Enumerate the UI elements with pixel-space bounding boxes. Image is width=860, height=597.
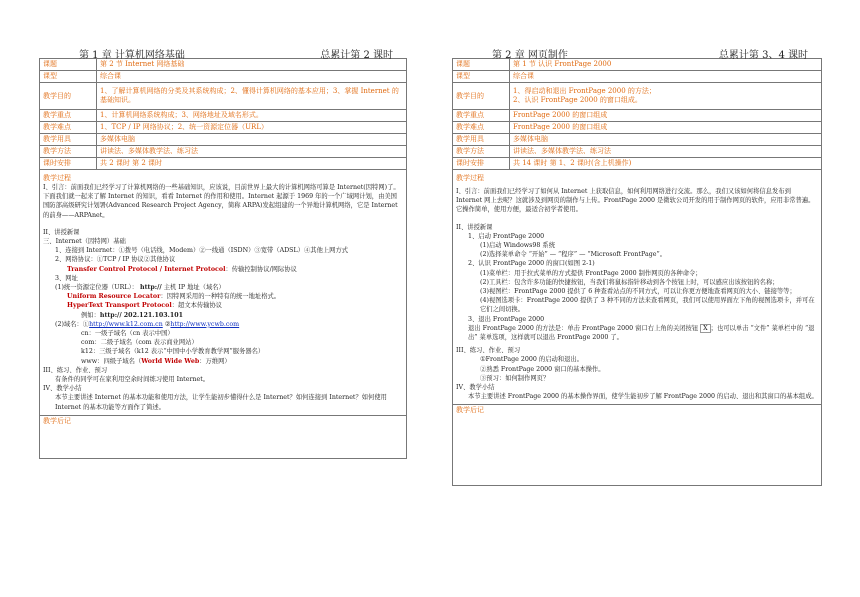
www-desc: ：万维网） bbox=[199, 357, 231, 365]
www-label: www：四级子域名（ bbox=[81, 357, 142, 365]
post-row bbox=[453, 405, 822, 486]
row-label: 教学难点 bbox=[453, 122, 510, 134]
summary-text: 本节主要讲述 FrontPage 2000 的基本操作界面，使学生能初步了解 FrontPage 2000 的启动、退出和其窗口的基本组成。 bbox=[468, 393, 818, 401]
section-heading: III、练习、作业、预习 bbox=[43, 366, 108, 374]
table-row bbox=[40, 83, 407, 110]
list-item: 2、网络协议：①TCP / IP 协议②其他协议 bbox=[55, 256, 176, 264]
list-item: (2)选择菜单命令 “开始” — “程序” — “Microsoft FrontPage”。 bbox=[480, 251, 666, 259]
post-notes: 教学后记 bbox=[40, 415, 407, 458]
row-value: 共 2 课时 第 2 课时 bbox=[97, 158, 407, 170]
row-value: 共 14 课时 第 1、2 课时(含上机操作) bbox=[510, 158, 822, 170]
section-heading: III、练习、作业、预习 bbox=[456, 347, 521, 355]
row-value: 讲读法、多媒体教学法、练习法 bbox=[97, 146, 407, 158]
list-item: ①FrontPage 2000 的启动和退出。 bbox=[480, 356, 583, 364]
domain-link-2[interactable]: http://www.ycwb.com bbox=[170, 320, 240, 328]
url-term-desc: ：因特网采用的一种特有的统一地址格式。 bbox=[160, 293, 281, 301]
row-label: 课时安排 bbox=[40, 158, 97, 170]
section-heading: IV、教学小结 bbox=[456, 384, 495, 392]
table-row bbox=[453, 83, 822, 110]
summary-text: 本节主要讲述 Internet 的基本功能和使用方法，让学生能初步懂得什么是 Internet？如何连接到 Internet？如何使用 Internet 的基本功能等方面作了简述。 bbox=[55, 394, 387, 411]
row-value: 多媒体电脑 bbox=[97, 134, 407, 146]
row-label: 课型 bbox=[40, 71, 97, 83]
row-value: FrontPage 2000 的窗口组成 bbox=[510, 122, 822, 134]
table-row bbox=[453, 146, 822, 158]
list-item: 2、认识 FrontPage 2000 的窗口(如图 2-1) bbox=[468, 260, 595, 268]
table-row bbox=[40, 110, 407, 122]
url-desc: 主机 IP 地址（域名） bbox=[163, 284, 225, 292]
table-row bbox=[40, 122, 407, 134]
list-item bbox=[43, 292, 403, 301]
row-label: 课题 bbox=[40, 59, 97, 71]
http-term: HyperText Transport Protocol bbox=[67, 302, 172, 310]
exit-text-2: ；也可以单击 “文件” 菜单栏中的 “退出” 菜单选项，这样就可以退出 FrontPage 2000 了。 bbox=[468, 324, 815, 342]
section-heading: II、讲授新课 bbox=[43, 228, 80, 236]
table-row bbox=[453, 134, 822, 146]
row-label: 教学用具 bbox=[453, 134, 510, 146]
row-value: 讲读法、多媒体教学法、练习法 bbox=[510, 146, 822, 158]
list-item: (1)菜单栏：用于拉式菜单的方式提供 FrontPage 2000 制作网页的各种命令； bbox=[480, 269, 702, 277]
right-header bbox=[452, 46, 822, 60]
row-label: 教学目的 bbox=[453, 83, 510, 110]
list-item: 1、启动 FrontPage 2000 bbox=[468, 232, 545, 240]
table-row bbox=[40, 134, 407, 146]
exit-text: 退出 FrontPage 2000 的方法是：单击 FrontPage 2000 窗口右上角的关闭按钮 bbox=[468, 324, 699, 332]
url-scheme: http:// bbox=[139, 284, 162, 292]
process-row bbox=[40, 170, 407, 416]
row-value: 综合课 bbox=[510, 71, 822, 83]
process-body bbox=[43, 183, 403, 412]
domain-sep: ② bbox=[164, 320, 171, 328]
process-body bbox=[456, 183, 818, 401]
lesson-table bbox=[39, 58, 407, 459]
list-item bbox=[43, 283, 403, 292]
row-value: FrontPage 2000 的窗口组成 bbox=[510, 110, 822, 122]
list-item: 有条件的同学可在家利用空余时间练习使用 Internet。 bbox=[55, 376, 210, 384]
list-item: (3)视图栏：FrontPage 2000 提供了 6 种查看站点的不同方式，可以让你更方便地查看网页的大小、链接等等； bbox=[480, 288, 796, 296]
post-row bbox=[40, 415, 407, 458]
list-item: cn：一级子域名（cn 表示中国） bbox=[81, 330, 174, 338]
url-label: (1)统一资源定位器（URL）： bbox=[55, 284, 138, 292]
row-label: 教学方法 bbox=[40, 146, 97, 158]
chapter-title: 第 2 章 网页制作 bbox=[492, 50, 568, 61]
section-heading: II、讲授新课 bbox=[456, 223, 493, 231]
left-page bbox=[39, 50, 407, 459]
list-item bbox=[43, 265, 403, 274]
list-item: 3、退出 FrontPage 2000 bbox=[468, 315, 545, 323]
protocol-desc: ：传输控制协议/网际协议 bbox=[225, 265, 297, 273]
row-value: 1、TCP / IP 网络协议；2、统一资源定位器（URL） bbox=[97, 122, 407, 134]
close-icon: X bbox=[700, 324, 710, 333]
www-term: World Wide Web bbox=[141, 357, 200, 365]
list-item: (2)工具栏：包含许多功能的快捷按钮，当我们将鼠标指针移动到各个按钮上时，可以感应出该按钮的名称； bbox=[480, 278, 779, 286]
row-label: 教学目的 bbox=[40, 83, 97, 110]
left-header bbox=[39, 46, 407, 60]
list-item bbox=[43, 311, 403, 320]
row-value: 综合课 bbox=[97, 71, 407, 83]
table-row bbox=[453, 71, 822, 83]
list-item: com：二级子域名（com 表示商业网站） bbox=[81, 339, 198, 347]
row-value: 1、得启动和退出 FrontPage 2000 的方法； 2、认识 FrontPage 2000 的窗口组成。 bbox=[510, 83, 822, 110]
row-label: 课时安排 bbox=[453, 158, 510, 170]
list-item: k12：三级子域名（k12 表示“中国中小学教育教学网”服务器名） bbox=[81, 348, 265, 356]
list-item bbox=[43, 357, 403, 366]
list-item bbox=[43, 301, 403, 310]
teaching-process bbox=[40, 170, 407, 416]
example-label: 例如： bbox=[81, 311, 100, 319]
table-row bbox=[40, 146, 407, 158]
list-item: (1)启动 Windows98 系统 bbox=[480, 242, 555, 250]
http-term-desc: ：超文本传输协议 bbox=[171, 302, 223, 310]
list-item bbox=[43, 320, 403, 329]
domain-link-1[interactable]: http://www.k12.com.cn bbox=[89, 320, 163, 328]
list-item: 1、连接到 Internet：①拨号（电话线，Modem）②一线通（ISDN）③宽带（ADSL）④其他上网方式 bbox=[55, 247, 349, 255]
example-url: http:// 202.121.103.101 bbox=[99, 311, 183, 319]
list-item: ③预习：如何制作网页？ bbox=[480, 374, 550, 382]
process-row bbox=[453, 170, 822, 405]
row-label: 教学用具 bbox=[40, 134, 97, 146]
section-heading: 三、Internet（因特网）基础 bbox=[43, 238, 126, 246]
row-label: 教学重点 bbox=[40, 110, 97, 122]
table-row bbox=[453, 122, 822, 134]
lesson-table bbox=[452, 58, 822, 486]
row-value: 1、计算机网络系统构成；3、网络地址及域名形式。 bbox=[97, 110, 407, 122]
intro-text: I、引言：前面我们已经学习了如何从 Internet 上获取信息，如何利用网络进行交流。那么，我们又该如何将信息发布到 Internet 网上去呢？这就涉及到网页的制作与上传。FrontPage 2000 是微软公司开发的用于制作网页的软件，应用非常普遍。它操作简单，使用方便，最适合初学者使用。 bbox=[456, 188, 815, 214]
total-hours: 总累计第 2 课时 bbox=[320, 50, 393, 61]
process-title: 教学过程 bbox=[456, 174, 484, 182]
table-row bbox=[453, 158, 822, 170]
row-label: 课题 bbox=[453, 59, 510, 71]
teaching-process bbox=[453, 170, 822, 405]
table-row bbox=[40, 71, 407, 83]
domain-label: (2)域名：① bbox=[55, 320, 90, 328]
row-label: 教学难点 bbox=[40, 122, 97, 134]
row-value: 1、了解计算机网络的分类及其系统构成；2、懂得计算机网络的基本应用；3、掌握 Internet 的基础知识。 bbox=[97, 83, 407, 110]
process-title: 教学过程 bbox=[43, 174, 71, 182]
row-label: 教学重点 bbox=[453, 110, 510, 122]
row-value: 第 1 节 认识 FrontPage 2000 bbox=[510, 59, 822, 71]
row-label: 教学方法 bbox=[453, 146, 510, 158]
right-page bbox=[452, 50, 822, 486]
row-value: 多媒体电脑 bbox=[510, 134, 822, 146]
post-notes: 教学后记 bbox=[453, 405, 822, 486]
row-label: 课型 bbox=[453, 71, 510, 83]
intro-text: I、引言：前面我们已经学习了计算机网络的一些基础知识，应该说，目前世界上最大的计算机网络可算是 Internet(因特网)了。下面我们就一起来了解 Internet 的知识，看看 Internet 的作用和使用。Internet 起源于 1969 年的一个广域网计划，由美国国防部高级研究计划署(Advanced Research Project Agency，简称 ARPA)发起组建的一个异地计算机网络，它是 Internet 的前身——ARPAnet。 bbox=[43, 184, 400, 219]
list-item: (4)视图选项卡：FrontPage 2000 提供了 3 种不同的方法来查看网页，我们可以使用界面左下角的视图选项卡，并可在它们之间切换。 bbox=[480, 297, 815, 314]
list-item: ②熟悉 FrontPage 2000 窗口的基本操作。 bbox=[480, 365, 605, 373]
list-item bbox=[456, 324, 818, 342]
list-item: 3、网址 bbox=[55, 274, 78, 282]
total-hours: 总累计第 3、4 课时 bbox=[718, 50, 808, 61]
table-row bbox=[40, 158, 407, 170]
row-value: 第 2 节 Internet 网络基础 bbox=[97, 59, 407, 71]
table-row bbox=[453, 110, 822, 122]
chapter-title: 第 1 章 计算机网络基础 bbox=[79, 50, 185, 61]
protocol-term: Transfer Control Protocol / Internet Protocol bbox=[67, 265, 226, 273]
section-heading: IV、教学小结 bbox=[43, 385, 82, 393]
url-term: Uniform Resource Locator bbox=[67, 293, 161, 301]
